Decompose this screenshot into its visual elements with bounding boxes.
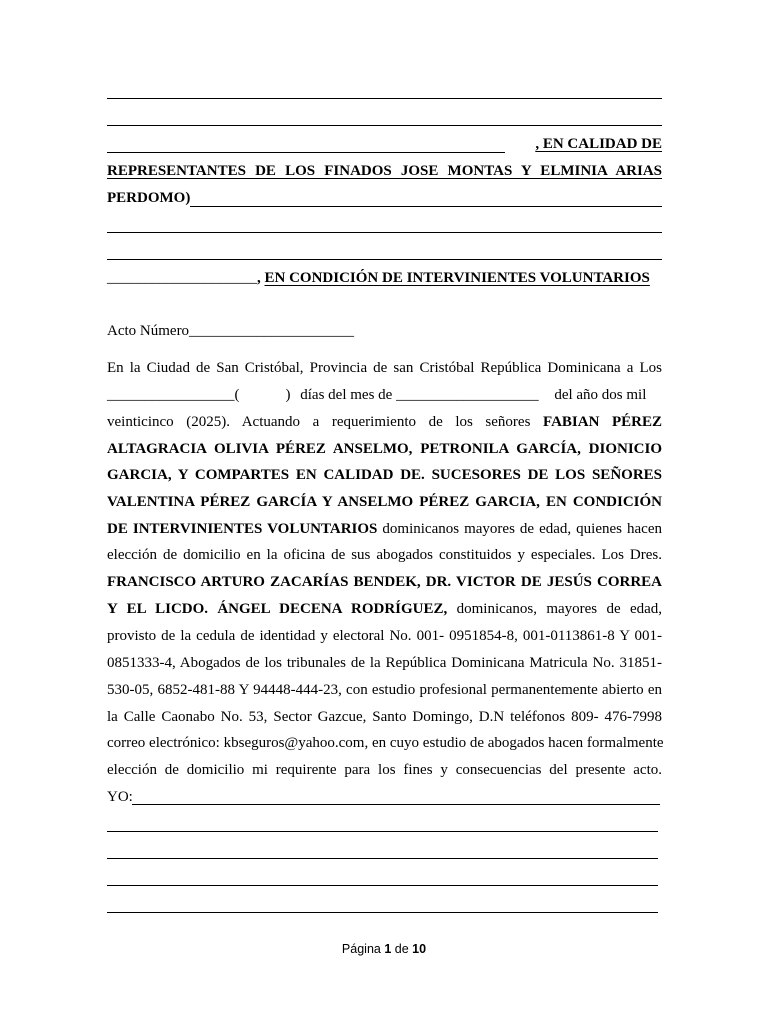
- footer-of: de: [394, 942, 409, 956]
- condicion-comma: ,: [257, 270, 261, 286]
- body-line: [107, 596, 662, 622]
- header-calidad: , EN CALIDAD DE: [535, 136, 662, 152]
- blank-line: [107, 152, 505, 153]
- condicion-text: EN CONDICIÓN DE INTERVINIENTES VOLUNTARIOS: [264, 270, 650, 286]
- body-bold: DE INTERVINIENTES VOLUNTARIOS: [107, 521, 378, 537]
- blank-line: [107, 125, 662, 126]
- yo-label: YO:: [107, 789, 133, 805]
- body-line: provisto de la cedula de identidad y electoral No. 001- 0951854-8, 001-0113861-8 Y 001-: [107, 628, 662, 644]
- days-blank: _________________(: [107, 387, 240, 403]
- blank-line: [107, 259, 662, 260]
- body-bold: Y EL LICDO. ÁNGEL DECENA RODRÍGUEZ,: [107, 601, 448, 617]
- blank-line: [107, 885, 658, 886]
- blank-line: [132, 804, 660, 805]
- blank-line: [107, 858, 658, 859]
- header-perdomo: [107, 185, 662, 211]
- footer-prefix: Página: [341, 942, 381, 956]
- body-line: elección de domicilio en la oficina de sus abogados constituidos y especiales. Los Dres.: [107, 547, 662, 563]
- blank-line: [107, 98, 662, 99]
- body-line: FRANCISCO ARTURO ZACARÍAS BENDEK, DR. VICTOR DE JESÚS CORREA: [107, 574, 662, 590]
- perdomo-text: PERDOMO): [107, 190, 191, 206]
- body-line: [107, 516, 662, 542]
- body-text: veinticinco (2025). Actuando a requerimiento de los señores: [107, 414, 531, 430]
- acto-numero: Acto Número______________________: [107, 323, 355, 339]
- blank-line: [107, 831, 658, 832]
- body-line: [107, 409, 662, 435]
- page-number: 1: [384, 942, 392, 956]
- body-text: dominicanos mayores de edad, quienes hacen: [382, 521, 662, 537]
- body-line: [107, 382, 662, 408]
- blank-line: [107, 232, 662, 233]
- header-condicion: [107, 265, 662, 291]
- body-line: 0851333-4, Abogados de los tribunales de la República Dominicana Matricula No. 31851-: [107, 655, 662, 671]
- body-line: GARCIA, Y COMPARTES EN CALIDAD DE. SUCESORES DE LOS SEÑORES: [107, 467, 662, 483]
- month-blank: ___________________: [396, 387, 539, 403]
- body-line: la Calle Caonabo No. 53, Sector Gazcue, Santo Domingo, D.N teléfonos 809- 476-7998: [107, 709, 662, 725]
- ano-text: del año dos mil: [554, 387, 647, 403]
- body-bold: FABIAN PÉREZ: [543, 414, 663, 430]
- dias-text: días del mes de: [300, 387, 393, 403]
- paren-close: ): [285, 387, 291, 403]
- page-footer: [0, 942, 768, 956]
- body-line: elección de domicilio mi requirente para los fines y consecuencias del presente acto.: [107, 762, 662, 778]
- page-total: 10: [412, 942, 427, 956]
- blank-line: [107, 912, 658, 913]
- body-line: VALENTINA PÉREZ GARCÍA Y ANSELMO PÉREZ GARCIA, EN CONDICIÓN: [107, 494, 662, 510]
- blank-line: [190, 206, 662, 207]
- body-line: correo electrónico: kbseguros@yahoo.com, en cuyo estudio de abogados hacen formalmente: [107, 735, 664, 751]
- body-line: 530-05, 6852-481-88 Y 94448-444-23, con estudio profesional permanentemente abierto en: [107, 682, 662, 698]
- body-line: ALTAGRACIA OLIVIA PÉREZ ANSELMO, PETRONILA GARCÍA, DIONICIO: [107, 441, 662, 457]
- condicion-blank: ____________________: [107, 270, 257, 286]
- body-line: En la Ciudad de San Cristóbal, Provincia de san Cristóbal República Dominicana a Los: [107, 360, 662, 376]
- header-representantes: REPRESENTANTES DE LOS FINADOS JOSE MONTAS Y ELMINIA ARIAS: [107, 163, 662, 179]
- body-text: dominicanos, mayores de edad,: [456, 601, 663, 617]
